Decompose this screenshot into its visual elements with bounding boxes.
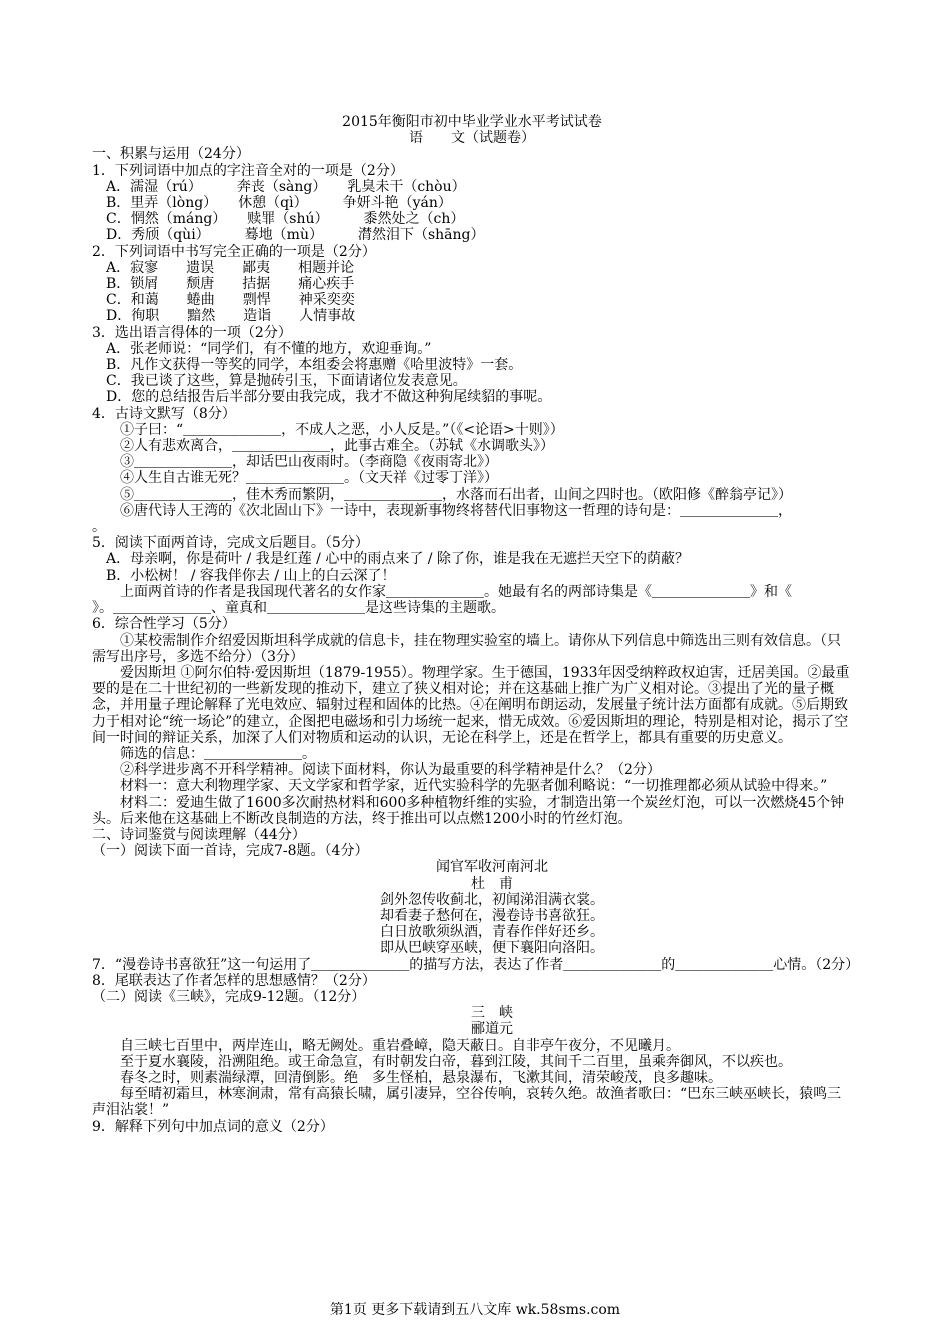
text-line: 剑外忽传收蓟北，初闻涕泪满衣裳。 <box>380 891 604 908</box>
text-line: 9．解释下列句中加点词的意义（2分） <box>92 1118 334 1135</box>
text-line: B．小松树！ / 容我伴你去 / 山上的白云深了！ <box>106 567 396 584</box>
text-line: 上面两首诗的作者是我国现代著名的女作家＿＿＿＿＿＿＿。她最有名的两部诗集是《＿＿＿＿＿＿＿》和《 <box>120 583 792 600</box>
text-line: C．和蔼 蜷曲 剽悍 神采奕奕 <box>106 292 355 309</box>
text-line: 7．“漫卷诗书喜欲狂”这一句运用了＿＿＿＿＿＿＿的描写方法，表达了作者＿＿＿＿＿＿＿的＿＿＿＿＿＿＿心情。（2分） <box>92 956 860 973</box>
text-line: 8．尾联表达了作者怎样的思想感情？（2分） <box>92 972 376 989</box>
exam-subtitle: 语 文（试题卷） <box>409 130 535 147</box>
text-line: 。 <box>92 519 106 536</box>
text-line: ②人有悲欢离合，＿＿＿＿＿＿＿，此事古难全。（苏轼《水调歌头》） <box>120 438 554 455</box>
exam-body <box>92 146 860 1135</box>
text-line: B．锁屑 颓唐 拮据 痛心疾手 <box>106 276 355 293</box>
text-line: 爱因斯坦 ①阿尔伯特·爱因斯坦（1879-1955）。物理学家。生于德国，1933年因受纳粹政权迫害，迁居美国。②最重要的是在二十世纪初的一些新发现的推动下，建立了狭义相对论；并在这基础上推广为广义相对论。③提出了光的量子概念，并用量子理论解释了光电效应、辐射过程和固体的比热。④在阐明布朗运动，发展量子统计法方面都有成就。⑤后期致力于相对论“统一场论”的建立，企图把电磁场和引力场统一起来，惜无成效。⑥爱因斯坦的理论，特别是相对论，揭示了空间一时间的辩证关系，加深了人们对物质和运动的认识，无论在科学上，还是在哲学上，都具有重要的历史意义。 <box>92 664 850 746</box>
text-line: A．母亲啊，你是荷叶 / 我是红莲 / 心中的雨点来了 / 除了你，谁是我在无遮拦天空下的荫蔽？ <box>106 551 689 568</box>
text-line: 杜 甫 <box>471 875 513 892</box>
text-line: 三 峡 <box>471 1005 513 1022</box>
text-line: A．张老师说：“同学们，有不懂的地方，欢迎垂询。” <box>106 340 432 357</box>
text-line: 材料二：爱迪生做了1600多次耐热材料和600多种植物纤维的实验，才制造出第一个炭丝灯泡，可以一次燃烧45个钟头。后来他在这基础上不断改良制造的方法，终于推出可以点燃1200小时的竹丝灯泡。 <box>92 794 845 827</box>
text-line: ①某校需制作介绍爱因斯坦科学成就的信息卡，挂在物理实验室的墙上。请你从下列信息中筛选出三则有效信息。（只需写出序号，多选不给分）（3分） <box>92 632 841 665</box>
text-line: ②科学进步离不开科学精神。阅读下面材料，你认为最重要的科学精神是什么？（2分） <box>120 762 661 779</box>
text-line: 白日放歌须纵酒，青春作伴好还乡。 <box>380 924 604 941</box>
text-line: 一、积累与运用（24分） <box>92 146 250 163</box>
text-line: 筛选的信息：＿＿＿＿＿＿＿。 <box>120 745 316 762</box>
text-line: 却看妻子愁何在，漫卷诗书喜欲狂。 <box>380 907 604 924</box>
text-line: 二、诗词鉴赏与阅读理解（44分） <box>92 826 306 843</box>
text-line: D．您的总结报告后半部分要由我完成，我才不做这种狗尾续貂的事呢。 <box>106 389 552 406</box>
text-line: 闻官军收河南河北 <box>436 859 548 876</box>
exam-page <box>92 114 860 1135</box>
text-line: D．秀颀（qùi） 蓦地（mù） 潸然泪下（shāng） <box>106 227 485 244</box>
text-line: 春冬之时，则素湍绿潭，回清倒影。绝 多生怪柏，悬泉瀑布，飞漱其间，清荣峻茂，良多趣味。 <box>120 1069 722 1086</box>
text-line: B．里弄（lòng） 休憩（qì） 争妍斗艳（yán） <box>106 195 452 212</box>
text-line: ③＿＿＿＿＿＿＿，却话巴山夜雨时。（李商隐《夜雨寄北》） <box>120 454 498 471</box>
text-line: 》。＿＿＿＿＿＿＿、童真和＿＿＿＿＿＿＿是这些诗集的主题歌。 <box>92 600 505 617</box>
text-line: 5．阅读下面两首诗，完成文后题目。（5分） <box>92 535 369 552</box>
text-line: （二）阅读《三峡》，完成9-12题。（12分） <box>92 988 366 1005</box>
text-line: 自三峡七百里中，两岸连山，略无阙处。重岩叠嶂，隐天蔽日。自非亭午夜分，不见曦月。 <box>120 1037 680 1054</box>
text-line: 至于夏水襄陵，沿溯阻绝。或王命急宣，有时朝发白帝，暮到江陵，其间千二百里，虽乘奔御风，不以疾也。 <box>120 1053 792 1070</box>
exam-title: 2015年衡阳市初中毕业学业水平考试试卷 <box>342 114 602 130</box>
text-line: A．寂寥 遗误 鄙夷 相题并论 <box>106 259 355 276</box>
text-line: 3．选出语言得体的一项（2分） <box>92 324 292 341</box>
text-line: 6．综合性学习（5分） <box>92 616 236 633</box>
text-line: 即从巴峡穿巫峡，便下襄阳向洛阳。 <box>380 940 604 957</box>
page-footer: 第1页 更多下载请到五八文库 wk.58sms.com <box>329 1302 621 1318</box>
text-line: （一）阅读下面一首诗，完成7-8题。（4分） <box>92 843 369 860</box>
text-line: C．我已谈了这些，算是抛砖引玉，下面请诸位发表意见。 <box>106 373 467 390</box>
text-line: ⑥唐代诗人王湾的《次北固山下》一诗中，表现新事物终将替代旧事物这一哲理的诗句是：＿＿＿＿＿＿＿， <box>120 502 792 519</box>
text-line: 每至晴初霜旦，林寒涧肃，常有高猿长啸，属引凄异，空谷传响，哀转久绝。故渔者歌曰：“巴东三峡巫峡长，猿鸣三声泪沾裳！” <box>92 1086 842 1119</box>
text-line: A．濡湿（rú） 奔丧（sàng） 乳臭未干（chòu） <box>106 178 466 195</box>
text-line: 1．下列词语中加点的字注音全对的一项是（2分） <box>92 162 404 179</box>
text-line: C．惘然（máng） 赎罪（shú） 黍然处之（ch） <box>106 211 465 228</box>
text-line: 2．下列词语中书写完全正确的一项是（2分） <box>92 243 376 260</box>
text-line: ⑤＿＿＿＿＿＿＿，佳木秀而繁阴，＿＿＿＿＿＿＿，水落而石出者，山间之四时也。（欧阳修《醉翁亭记》） <box>120 486 792 503</box>
text-line: B．凡作文获得一等奖的同学，本组委会将惠赠《哈里波特》一套。 <box>106 357 523 374</box>
text-line: 4．古诗文默写（8分） <box>92 405 236 422</box>
text-line: ④人生自古谁无死？＿＿＿＿＿＿＿。（文天祥《过零丁洋》） <box>120 470 498 487</box>
text-line: 郦道元 <box>471 1021 513 1038</box>
text-line: ①子曰：“＿＿＿＿＿＿＿，不成人之恶，小人反是。”（《<论语>十则》） <box>120 421 564 438</box>
text-line: 材料一：意大利物理学家、天文学家和哲学家，近代实验科学的先驱者伽利略说：“一切推理都必须从试验中得来。” <box>120 778 828 795</box>
text-line: D．徇职 黯然 造诣 人情事故 <box>106 308 356 325</box>
